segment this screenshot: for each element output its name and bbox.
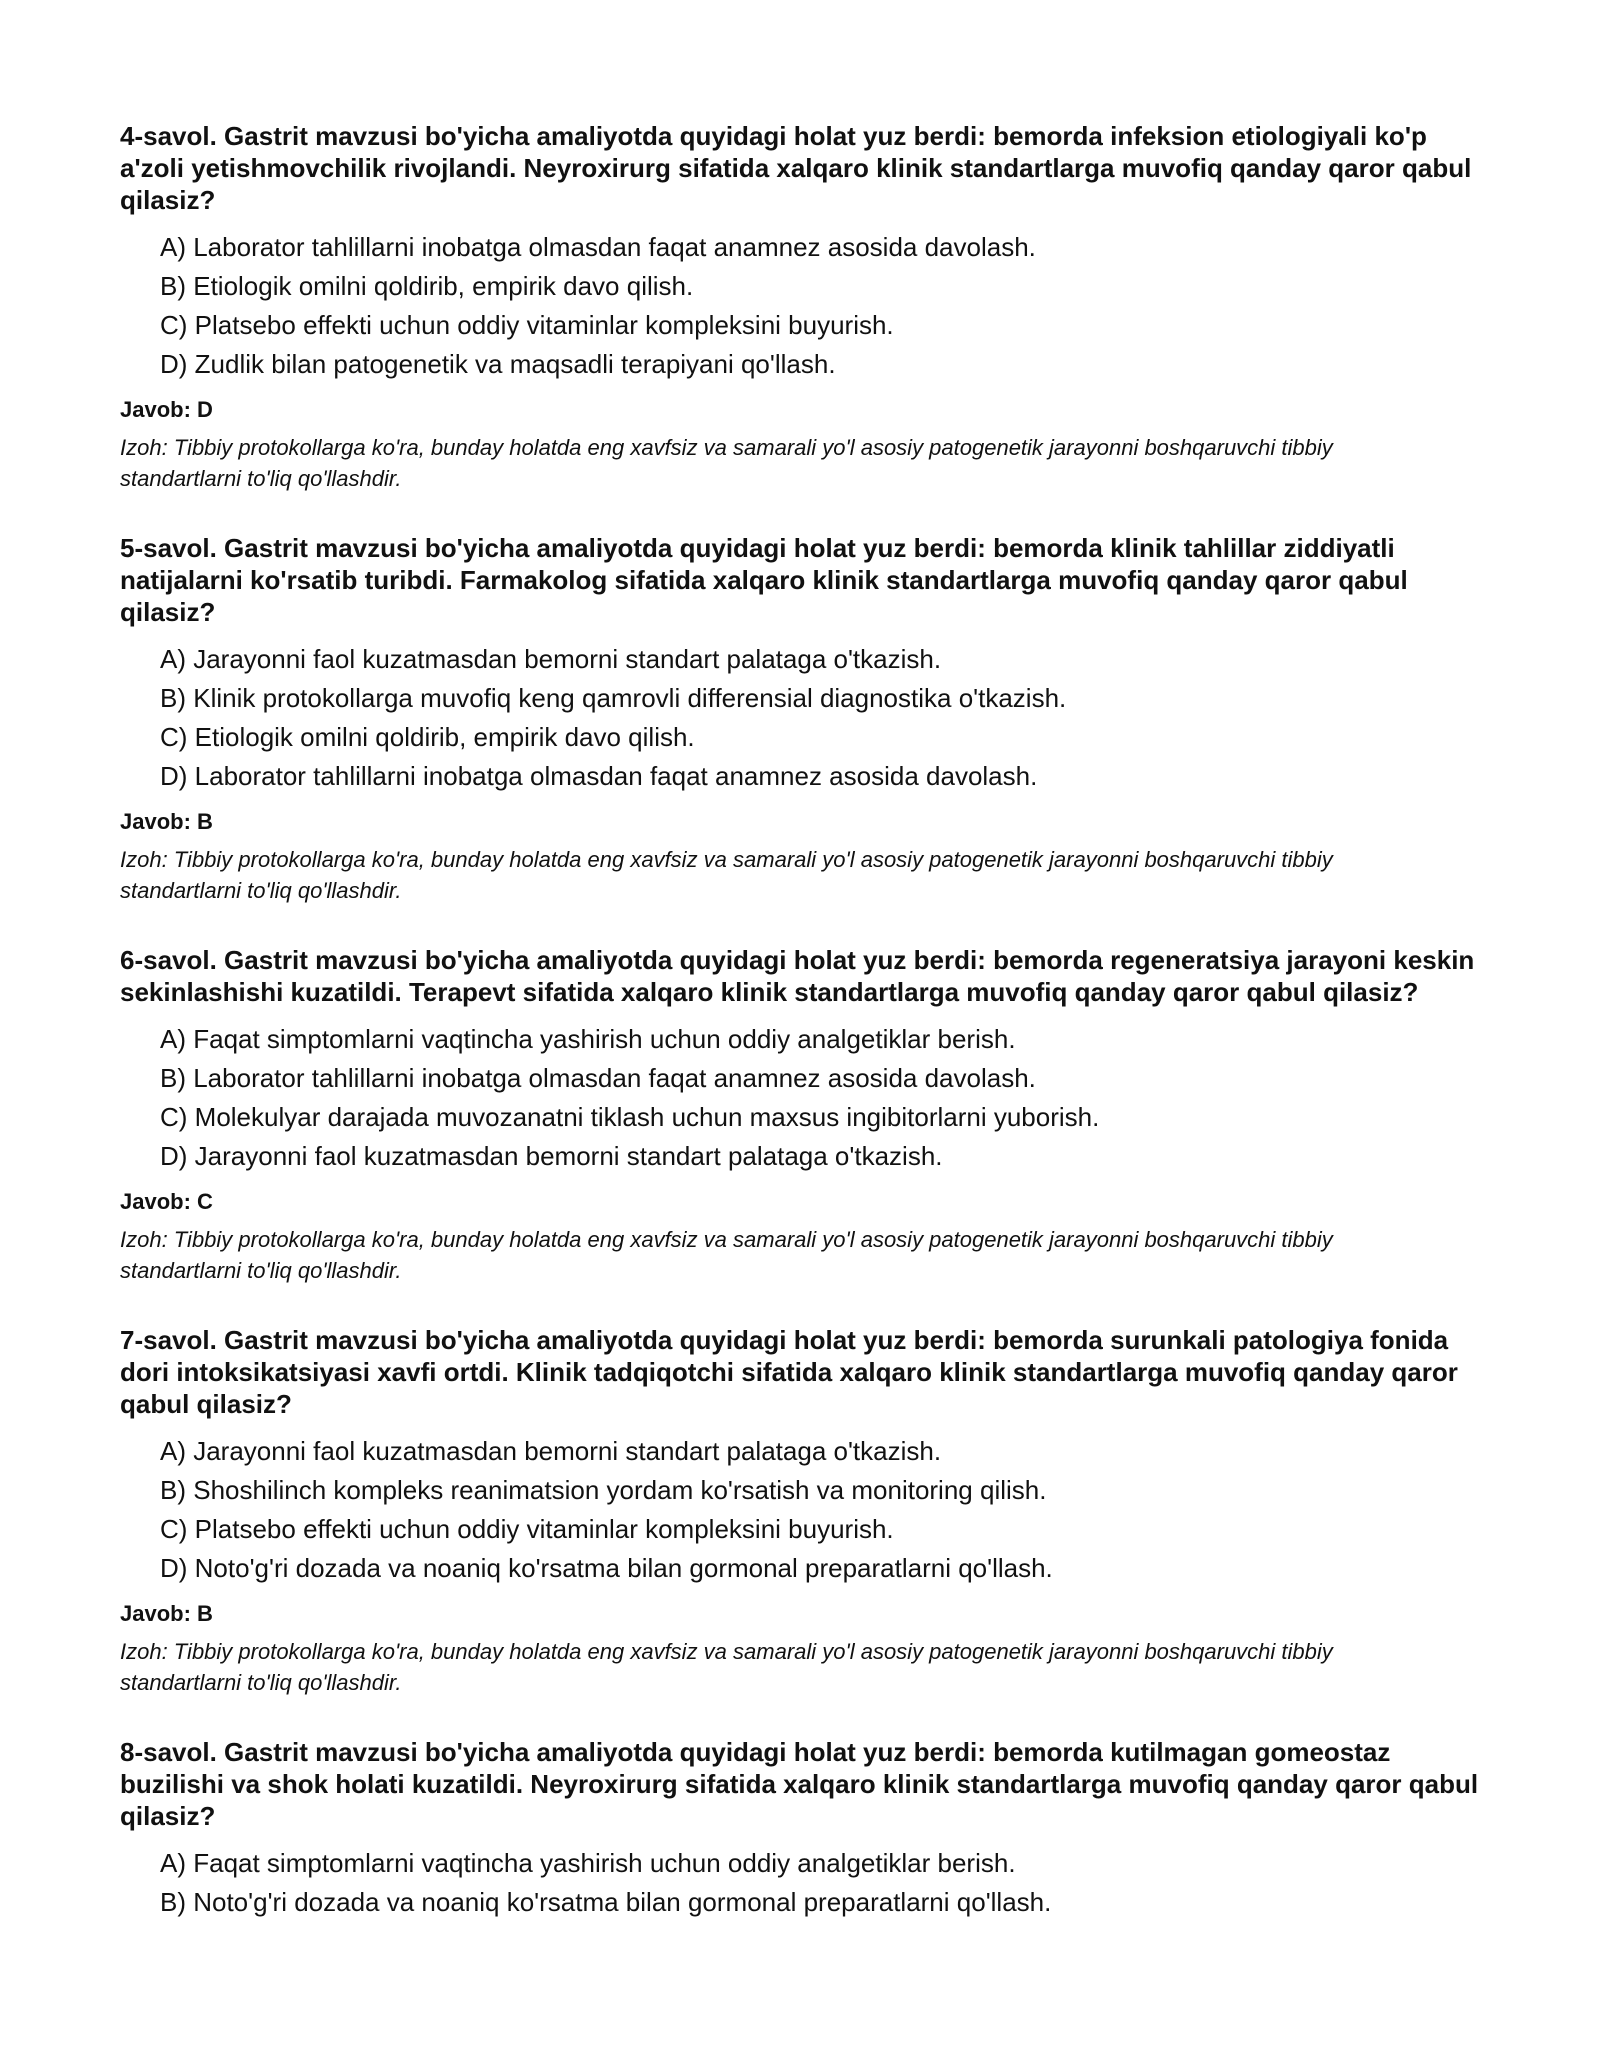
question-4 (120, 120, 1480, 494)
question-text: 6-savol. Gastrit mavzusi bo'yicha amaliyotda quyidagi holat yuz berdi: bemorda regeneratsiya jarayoni keskin sekinlashishi kuzatildi. Terapevt sifatida xalqaro klinik standartlarga muvofiq qanday qaror qabul qilasiz? (120, 945, 1475, 1007)
option-list (160, 228, 1480, 384)
answer-label: Javob: B (120, 809, 213, 834)
option-b: B) Laborator tahlillarni inobatga olmasdan faqat anamnez asosida davolash. (160, 1063, 1036, 1093)
option-c: C) Etiologik omilni qoldirib, empirik davo qilish. (160, 722, 695, 752)
question-text: 8-savol. Gastrit mavzusi bo'yicha amaliyotda quyidagi holat yuz berdi: bemorda kutilmagan gomeostaz buzilishi va shok holati kuzatildi. Neyroxirurg sifatida xalqaro klinik standartlarga muvofiq qanday qaror qabul qilasiz? (120, 1737, 1479, 1831)
document-page (120, 120, 1480, 1960)
option-d: D) Zudlik bilan patogenetik va maqsadli terapiyani qo'llash. (160, 349, 836, 379)
option-b: B) Noto'g'ri dozada va noaniq ko'rsatma bilan gormonal preparatlarni qo'llash. (160, 1887, 1052, 1917)
option-b: B) Shoshilinch kompleks reanimatsion yordam ko'rsatish va monitoring qilish. (160, 1475, 1047, 1505)
option-list (160, 1020, 1480, 1176)
option-a: A) Laborator tahlillarni inobatga olmasdan faqat anamnez asosida davolash. (160, 232, 1036, 262)
option-a: A) Jarayonni faol kuzatmasdan bemorni standart palataga o'tkazish. (160, 644, 942, 674)
option-a: A) Faqat simptomlarni vaqtincha yashirish uchun oddiy analgetiklar berish. (160, 1024, 1016, 1054)
answer-label: Javob: D (120, 397, 213, 422)
option-list (160, 640, 1480, 796)
question-6 (120, 944, 1480, 1286)
explanation-note: Izoh: Tibbiy protokollarga ko'ra, bunday holatda eng xavfsiz va samarali yo'l asosiy patogenetik jarayonni boshqaruvchi tibbiy standartlarni to'liq qo'llashdir. (120, 1227, 1333, 1283)
question-text: 7-savol. Gastrit mavzusi bo'yicha amaliyotda quyidagi holat yuz berdi: bemorda surunkali patologiya fonida dori intoksikatsiyasi xavfi ortdi. Klinik tadqiqotchi sifatida xalqaro klinik standartlarga muvofiq qanday qaror qabul qilasiz? (120, 1325, 1458, 1419)
option-c: C) Platsebo effekti uchun oddiy vitaminlar kompleksini buyurish. (160, 1514, 894, 1544)
option-a: A) Jarayonni faol kuzatmasdan bemorni standart palataga o'tkazish. (160, 1436, 942, 1466)
option-c: C) Molekulyar darajada muvozanatni tiklash uchun maxsus ingibitorlarni yuborish. (160, 1102, 1100, 1132)
question-5 (120, 532, 1480, 906)
explanation-note: Izoh: Tibbiy protokollarga ko'ra, bunday holatda eng xavfsiz va samarali yo'l asosiy patogenetik jarayonni boshqaruvchi tibbiy standartlarni to'liq qo'llashdir. (120, 1639, 1333, 1695)
option-d: D) Noto'g'ri dozada va noaniq ko'rsatma bilan gormonal preparatlarni qo'llash. (160, 1553, 1053, 1583)
explanation-note: Izoh: Tibbiy protokollarga ko'ra, bunday holatda eng xavfsiz va samarali yo'l asosiy patogenetik jarayonni boshqaruvchi tibbiy standartlarni to'liq qo'llashdir. (120, 435, 1333, 491)
question-text: 5-savol. Gastrit mavzusi bo'yicha amaliyotda quyidagi holat yuz berdi: bemorda klinik tahlillar ziddiyatli natijalarni ko'rsatib turibdi. Farmakolog sifatida xalqaro klinik standartlarga muvofiq qanday qaror qabul qilasiz? (120, 533, 1408, 627)
option-list (160, 1844, 1480, 1922)
option-d: D) Laborator tahlillarni inobatga olmasdan faqat anamnez asosida davolash. (160, 761, 1038, 791)
question-8 (120, 1736, 1480, 1922)
question-text: 4-savol. Gastrit mavzusi bo'yicha amaliyotda quyidagi holat yuz berdi: bemorda infeksion etiologiyali ko'p a'zoli yetishmovchilik rivojlandi. Neyroxirurg sifatida xalqaro klinik standartlarga muvofiq qanday qaror qabul qilasiz? (120, 121, 1472, 215)
option-a: A) Faqat simptomlarni vaqtincha yashirish uchun oddiy analgetiklar berish. (160, 1848, 1016, 1878)
answer-label: Javob: B (120, 1601, 213, 1626)
option-list (160, 1432, 1480, 1588)
answer-label: Javob: C (120, 1189, 213, 1214)
option-d: D) Jarayonni faol kuzatmasdan bemorni standart palataga o'tkazish. (160, 1141, 943, 1171)
option-b: B) Klinik protokollarga muvofiq keng qamrovli differensial diagnostika o'tkazish. (160, 683, 1067, 713)
question-7 (120, 1324, 1480, 1698)
option-b: B) Etiologik omilni qoldirib, empirik davo qilish. (160, 271, 694, 301)
explanation-note: Izoh: Tibbiy protokollarga ko'ra, bunday holatda eng xavfsiz va samarali yo'l asosiy patogenetik jarayonni boshqaruvchi tibbiy standartlarni to'liq qo'llashdir. (120, 847, 1333, 903)
option-c: C) Platsebo effekti uchun oddiy vitaminlar kompleksini buyurish. (160, 310, 894, 340)
